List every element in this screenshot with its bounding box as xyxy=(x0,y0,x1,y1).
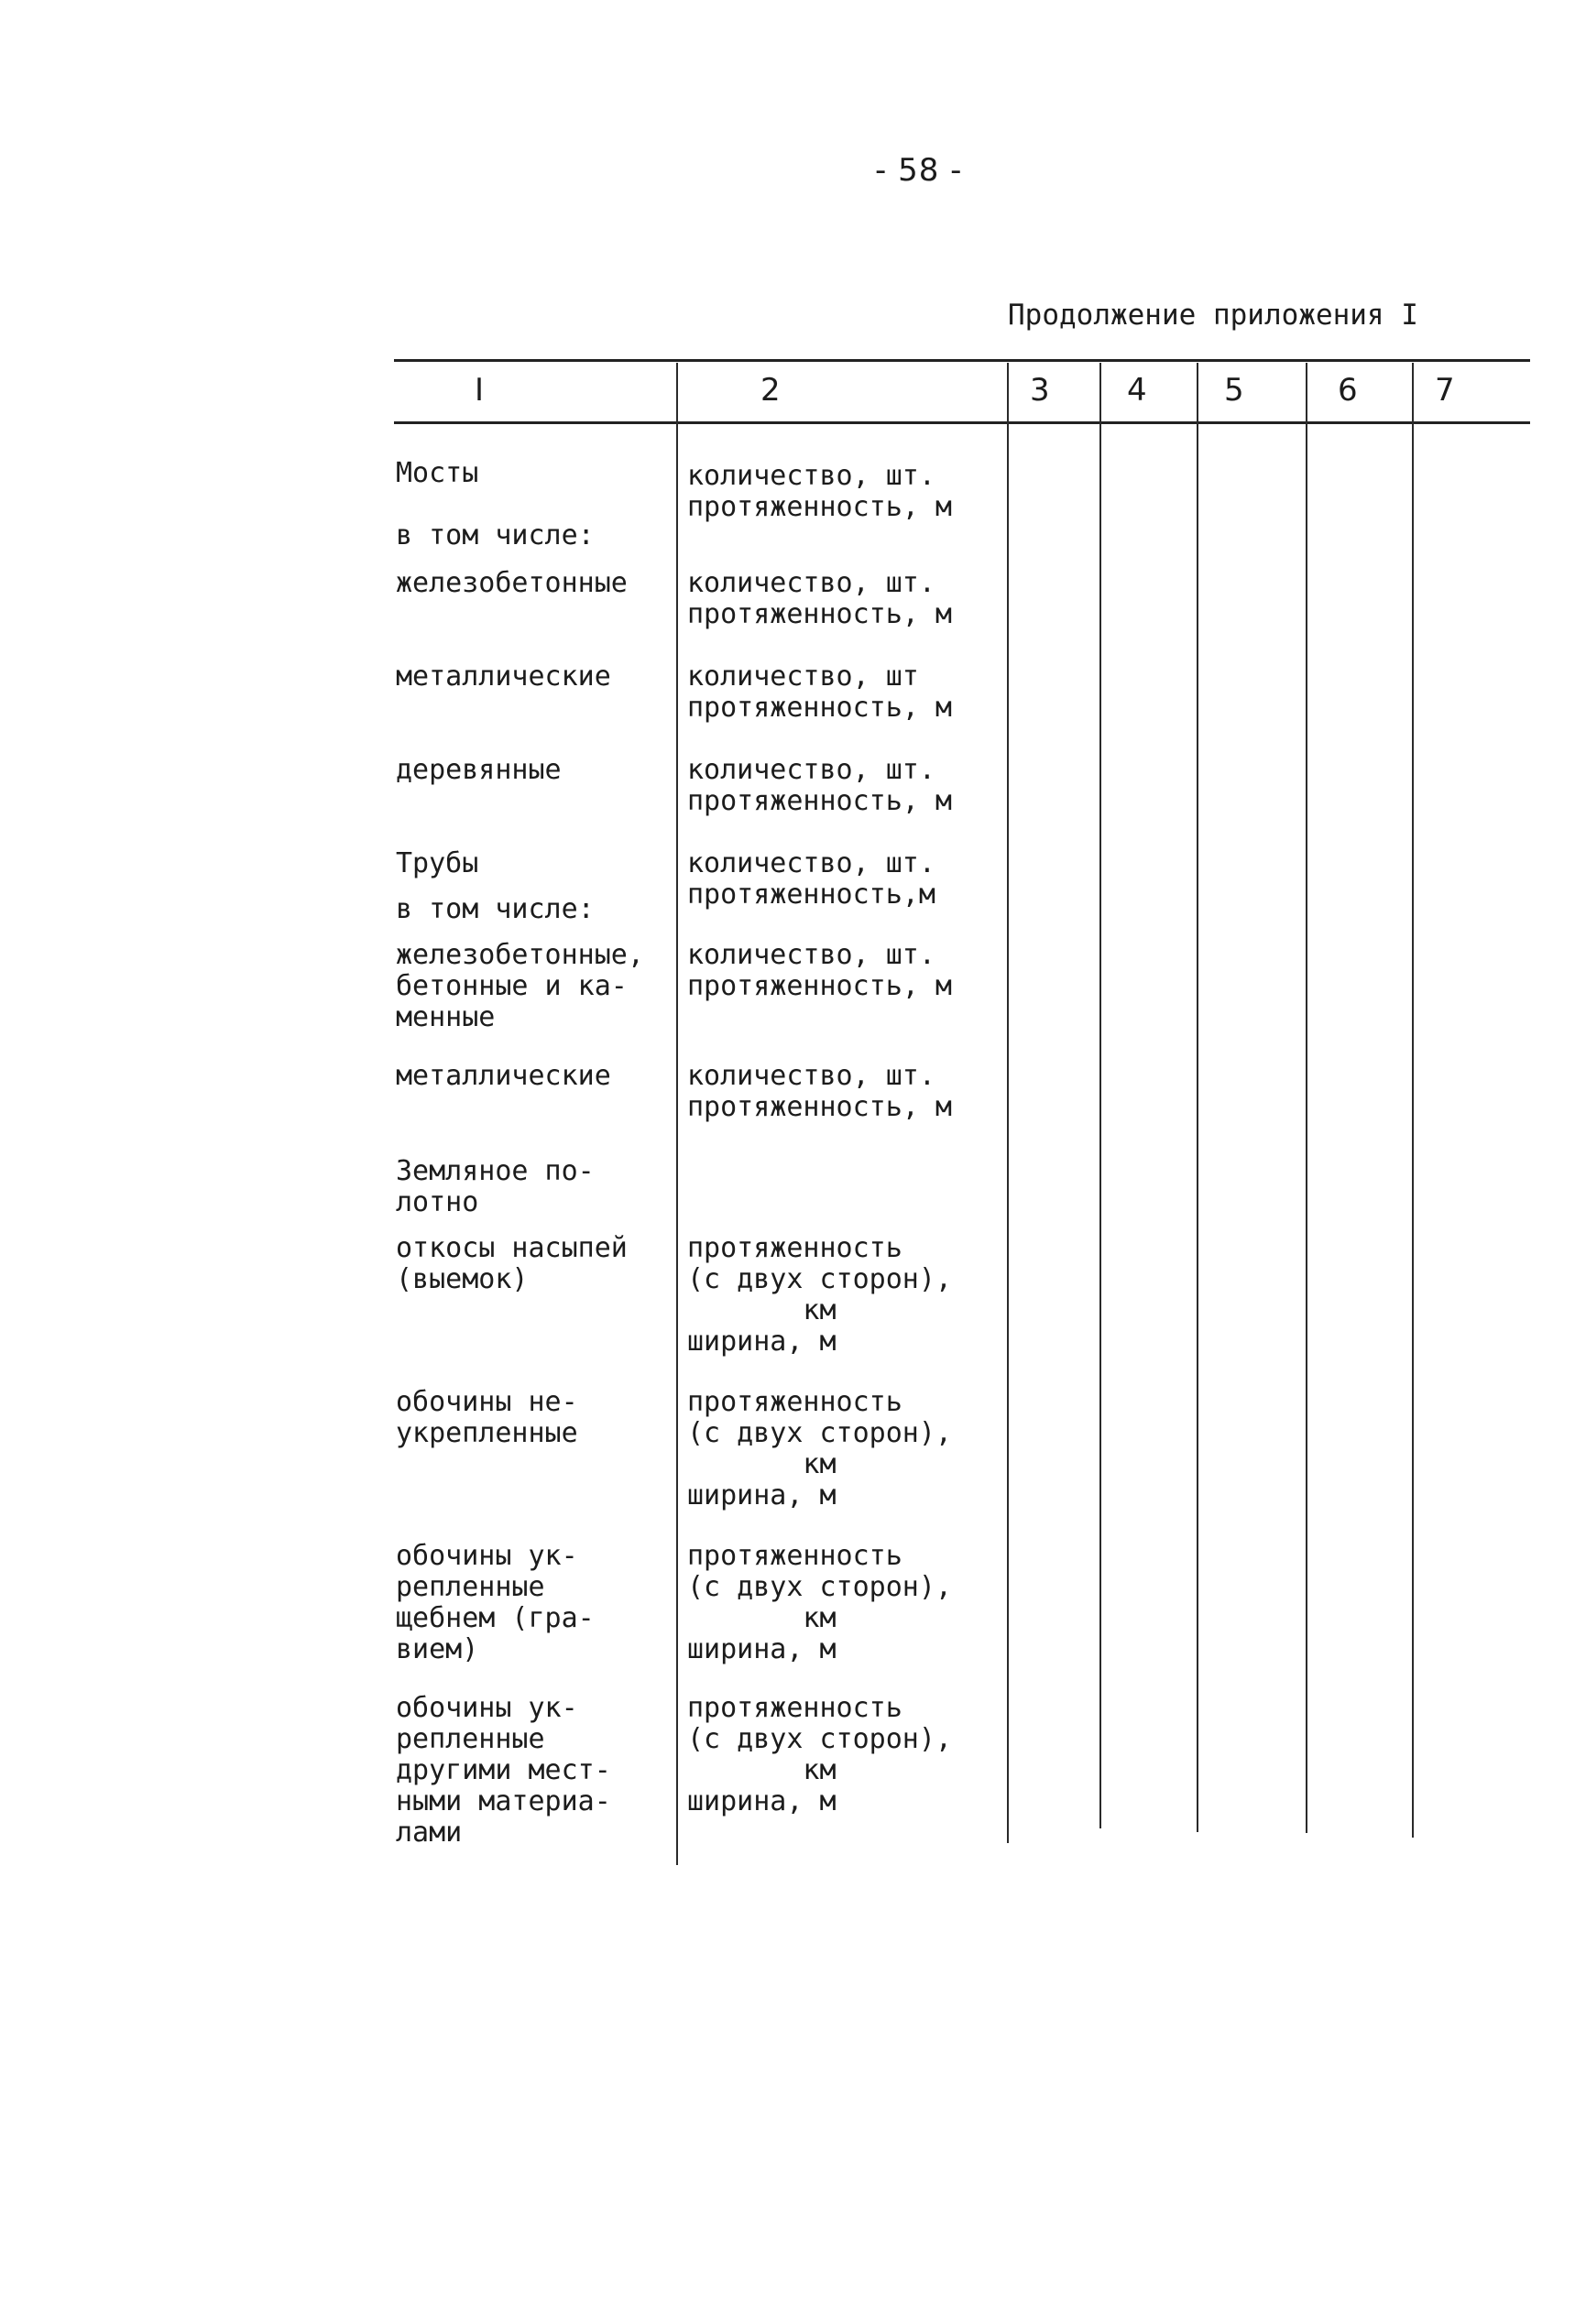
row-unit: количество, шт. протяженность, м xyxy=(687,1060,952,1123)
column-divider xyxy=(1007,363,1009,1843)
table-header-cell: 2 xyxy=(760,372,781,409)
column-divider xyxy=(1197,363,1198,1832)
row-name: обочины не- укрепленные xyxy=(396,1386,578,1449)
row-name: в том числе: xyxy=(396,519,595,551)
row-name: металлические xyxy=(396,660,611,693)
row-unit: протяженность (с двух сторон), км ширина, м xyxy=(687,1232,952,1358)
row-name: Земляное по- лотно xyxy=(396,1155,595,1218)
column-divider xyxy=(1412,363,1414,1838)
row-unit: количество, шт. протяженность,м xyxy=(687,847,935,911)
row-name: обочины ук- репленные другими мест- ными материа- лами xyxy=(396,1692,611,1849)
table-header-cell: 5 xyxy=(1224,372,1244,409)
row-name: железобетонные xyxy=(396,567,628,599)
column-divider xyxy=(1306,363,1307,1833)
row-name: деревянные xyxy=(396,754,562,786)
row-name: обочины ук- репленные щебнем (гра- вием) xyxy=(396,1540,595,1665)
row-name: железобетонные, бетонные и ка- менные xyxy=(396,939,644,1033)
table-header-cell: 6 xyxy=(1338,372,1358,409)
page-number: - 58 - xyxy=(875,152,963,189)
table-header-cell: 4 xyxy=(1127,372,1147,409)
row-name: в том числе: xyxy=(396,893,595,925)
row-unit: количество, шт. протяженность, м xyxy=(687,567,952,630)
table-header-rule xyxy=(394,421,1530,424)
row-unit: количество, шт. протяженность, м xyxy=(687,754,952,817)
row-unit: количество, шт протяженность, м xyxy=(687,660,952,724)
row-unit: количество, шт. протяженность, м xyxy=(687,460,952,523)
row-unit: протяженность (с двух сторон), км ширина, м xyxy=(687,1540,952,1665)
table-header-cell: 7 xyxy=(1435,372,1455,409)
row-name: Трубы xyxy=(396,847,479,879)
row-unit: количество, шт. протяженность, м xyxy=(687,939,952,1002)
row-name: Мосты xyxy=(396,457,479,489)
column-divider xyxy=(1099,363,1101,1828)
table-top-rule xyxy=(394,359,1530,362)
column-divider xyxy=(676,363,678,1865)
table-header-cell: I xyxy=(475,372,485,409)
row-unit: протяженность (с двух сторон), км ширина, м xyxy=(687,1386,952,1511)
row-name: металлические xyxy=(396,1060,611,1092)
row-unit: протяженность (с двух сторон), км ширина, м xyxy=(687,1692,952,1817)
table-header-cell: 3 xyxy=(1030,372,1050,409)
continuation-label: Продолжение приложения I xyxy=(1008,299,1418,332)
row-name: откосы насыпей (выемок) xyxy=(396,1232,628,1295)
